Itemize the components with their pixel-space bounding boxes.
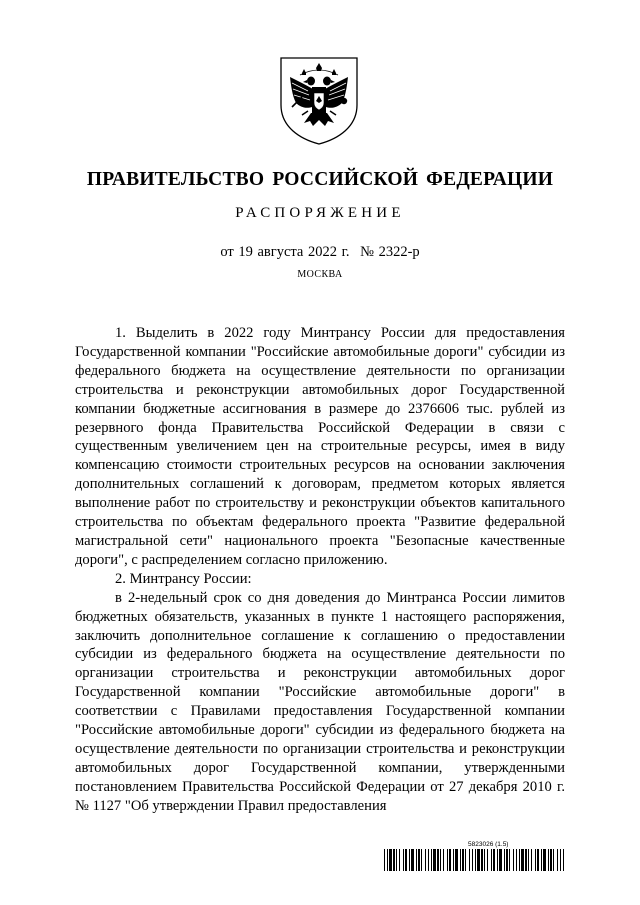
document-body: [75, 324, 565, 816]
barcode-block: [384, 841, 564, 873]
document-date: от 19 августа 2022 г.: [220, 244, 350, 260]
paragraph-3: в 2-недельный срок со дня доведения до Минтранса России лимитов бюджетных обязательств, указанных в пункте 1 настоящего распоряжения, заключить дополнительное соглашение к соглашению о предоставлении субсидии из федерального бюджета на осуществление деятельности по организации строительства и реконструкции автомобильных дорог Государственной компании "Российские автомобильные дороги" в соответствии с Правилами предоставления Государственной компании "Российские автомобильные дороги" субсидии из федерального бюджета на осуществление деятельности по организации строительства и реконструкции автомобильных дорог Государственной компании, утвержденными постановлением Правительства Российской Федерации от 27 декабря 2010 г. № 1127 "Об утверждении Правил предоставления: [75, 589, 565, 814]
document-type: РАСПОРЯЖЕНИЕ: [235, 205, 405, 221]
document-date-line: [0, 244, 640, 261]
government-title: ПРАВИТЕЛЬСТВО РОССИЙСКОЙ ФЕДЕРАЦИИ: [86, 169, 554, 190]
document-city: МОСКВА: [297, 269, 343, 280]
paragraph-1: 1. Выделить в 2022 году Минтрансу России для предоставления Государственной компании "Российские автомобильные дороги" субсидии из федерального бюджета на осуществление деятельности по организации строительства и реконструкции автомобильных дорог Государственной компании бюджетные ассигнования в размере до 2376606 тыс. рублей из резервного фонда Правительства Российской Федерации в связи с существенным увеличением цен на строительные ресурсы, имея в виду компенсацию стоимости строительных ресурсов на основании заключения дополнительных соглашений к договорам, предметом которых является выполнение работ по строительству и реконструкции объектов капитального строительства по объектам федерального проекта "Развитие федеральной магистральной сети" национального проекта "Безопасные качественные дороги", с распределением согласно приложению.: [75, 325, 565, 568]
barcode-label: 5823026 (1.5): [468, 841, 509, 848]
document-number: № 2322-р: [360, 244, 420, 260]
coat-of-arms-emblem: [278, 55, 360, 147]
paragraph-2: 2. Минтрансу России:: [115, 570, 252, 587]
barcode-image: [384, 849, 564, 871]
